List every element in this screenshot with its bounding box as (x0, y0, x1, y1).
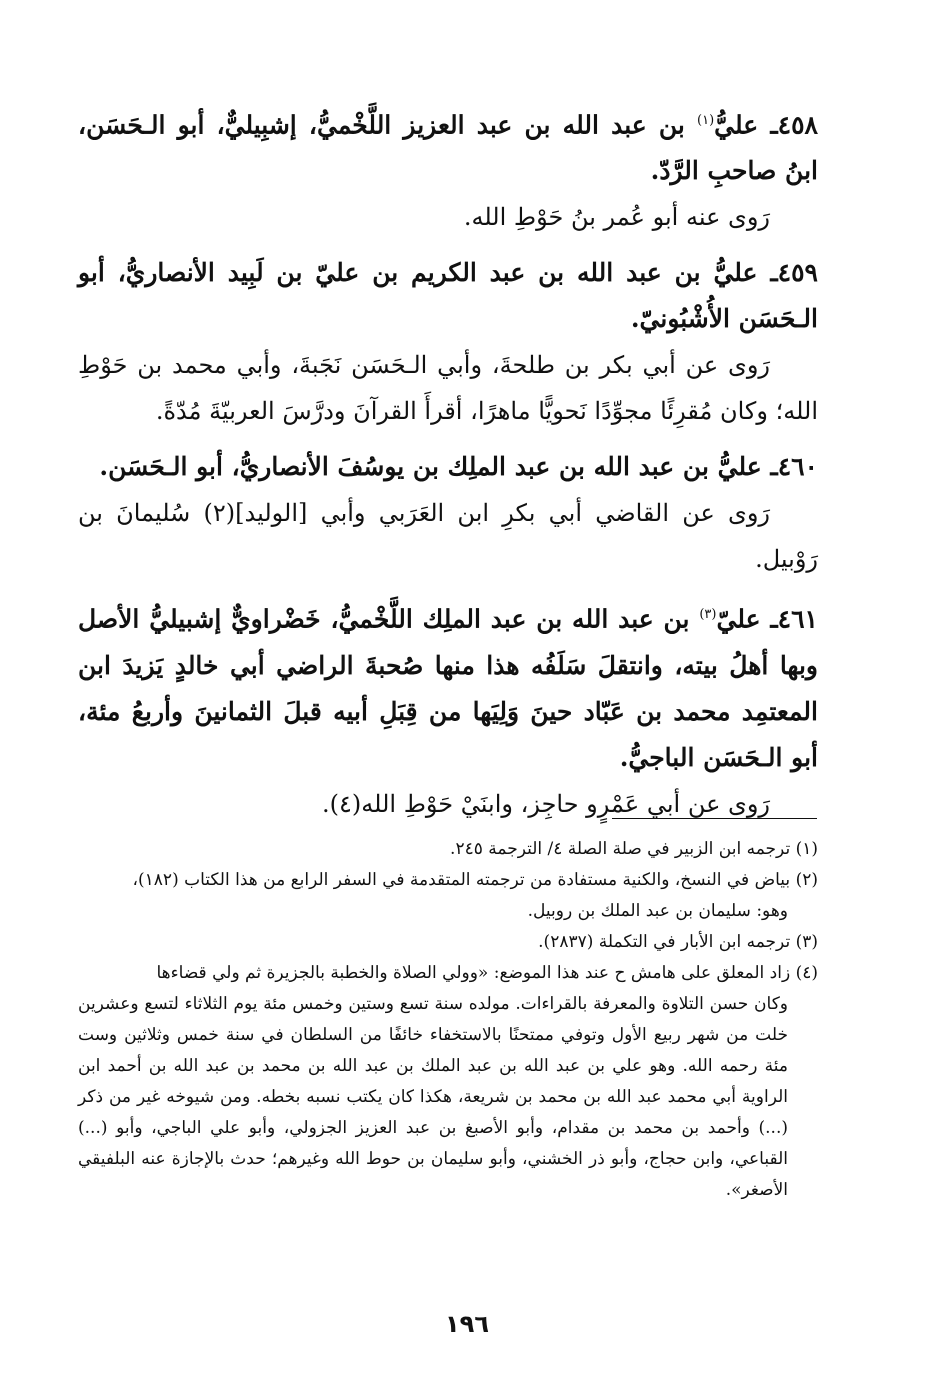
entry-number: ٤٥٩ـ (770, 258, 818, 288)
entry-rest: بن عبد الله بن عبد الملِك بن يوسُفَ الأنصاريُّ، أبو الـحَسَن. (99, 452, 709, 482)
entry-rest: بن عبد الله بن عبد الملِك اللَّخْميُّ، خَضْراويٌّ إشبيليُّ الأصل وبها أهلُ بيته، وانتقلَ سَلَفُه هذا منها صُحبةَ الراضي أبي خالدٍ يَزيدَ ابن المعتمِد محمد بن عَبّاد حينَ وَلِيَها من قِبَلِ أبيه قبلَ الثمانينَ وأربعُ مئة، أبو الـحَسَن الباجيُّ. (78, 604, 818, 772)
footnote-text: زاد المعلق على هامش ح عند هذا الموضع: «وولي الصلاة والخطبة بالجزيرة ثم ولي قضاءها (156, 963, 791, 983)
footnote-2 (78, 865, 818, 927)
main-text (78, 98, 818, 837)
footnote-text: بياض في النسخ، والكنية مستفادة من ترجمته المتقدمة في السفر الرابع من هذا الكتاب (١٨٢)، (132, 870, 791, 890)
footnote-ref[interactable]: (١) (697, 113, 715, 128)
entry-458-heading (78, 98, 818, 194)
entry-459-body: رَوى عن أبي بكر بن طلحةَ، وأبي الـحَسَن نَجَبةَ، وأبي محمد بن حَوْطِ الله؛ وكان مُقرِئًا مجوِّدًا نَحويًّا ماهرًا، أقرأَ القرآنَ ودرَّسَ العربيّةَ مُدّةً. (78, 351, 818, 426)
footnote-text: ترجمه ابن الزبير في صلة الصلة ٤/ الترجمة ٢٤٥. (450, 839, 791, 859)
footnote-divider (612, 818, 817, 819)
entry-rest: بن عبد الله بن عبد الكريم بن عليّ بن لَبِيد الأنصاريُّ، أبو الـحَسَن الأُشْبُونيّ. (78, 258, 818, 334)
footnote-continuation: وكان حسن التلاوة والمعرفة بالقراءات. مولده سنة تسع وستين وخمس مئة يوم الثلاثاء لتسع وعشرين خلت من شهر ربيع الأول وتوفي ممتحنًا بالاستخفاء خائفًا من السلطان في سنة خمس وثلاثين وست مئة رحمه الله. وهو علي بن عبد الله بن عبد الملك بن عبد الله بن محمد بن عبد الله بن أحمد ابن الراوية أبي محمد عبد الله بن محمد بن شريعة، هكذا كان يكتب نسبه بخطه. ومن شيوخه غير من ذكر (...) وأحمد بن محمد بن مقدام، وأبو الأصبغ بن عبد العزيز الجزولي، وأبو علي الباجي، وأبو (...) القباعي، وابن حجاج، وأبو ذر الخشني، وأبو سليمان بن حوط الله وغيرهم؛ حدث بالإجازة عنه البلفيقي الأصغر». (78, 994, 788, 1200)
entry-460-heading (78, 444, 818, 490)
entry-number: ٤٦٠ـ (770, 452, 818, 482)
footnote-3 (78, 927, 818, 958)
entry-name: عليُّ (714, 110, 759, 140)
footnote-mark: (٣) (795, 932, 818, 952)
entry-461-body: رَوى عن أبي عَمْرٍو حاجِز، وابنَيْ حَوْطِ الله(٤). (322, 789, 770, 818)
entry-number: ٤٦١ـ (770, 604, 818, 634)
footnote-mark: (١) (795, 839, 818, 859)
page-number: ١٩٦ (445, 1310, 489, 1338)
footnote-continuation: وهو: سليمان بن عبد الملك بن روبيل. (527, 901, 788, 921)
entry-461-heading (78, 592, 818, 780)
entry-459-heading (78, 250, 818, 342)
entry-rest: بن عبد الله بن عبد العزيز اللَّخْميُّ، إشبِيليٌّ، أبو الـحَسَن، ابنُ صاحبِ الرَّدّ. (78, 110, 818, 186)
footnote-ref[interactable]: (٣) (699, 607, 717, 623)
entry-name: عليُّ (717, 452, 762, 482)
entry-name: عليّ (716, 604, 761, 634)
footnote-mark: (٤) (795, 963, 818, 983)
entry-460-body: رَوى عن القاضي أبي بكرِ ابن العَرَبي وأبي [الوليد](٢) سُليمانَ بن رَوْبيل. (78, 499, 818, 574)
footnotes (78, 834, 818, 1206)
footnote-mark: (٢) (795, 870, 818, 890)
entry-458-body: رَوى عنه أبو عُمر بنُ حَوْطِ الله. (463, 203, 770, 232)
footnote-text: ترجمه ابن الأبار في التكملة (٢٨٣٧). (538, 932, 791, 952)
footnote-1 (78, 834, 818, 865)
entry-name: عليُّ (713, 258, 758, 288)
footnote-4 (78, 958, 818, 1206)
entry-number: ٤٥٨ـ (770, 110, 818, 140)
